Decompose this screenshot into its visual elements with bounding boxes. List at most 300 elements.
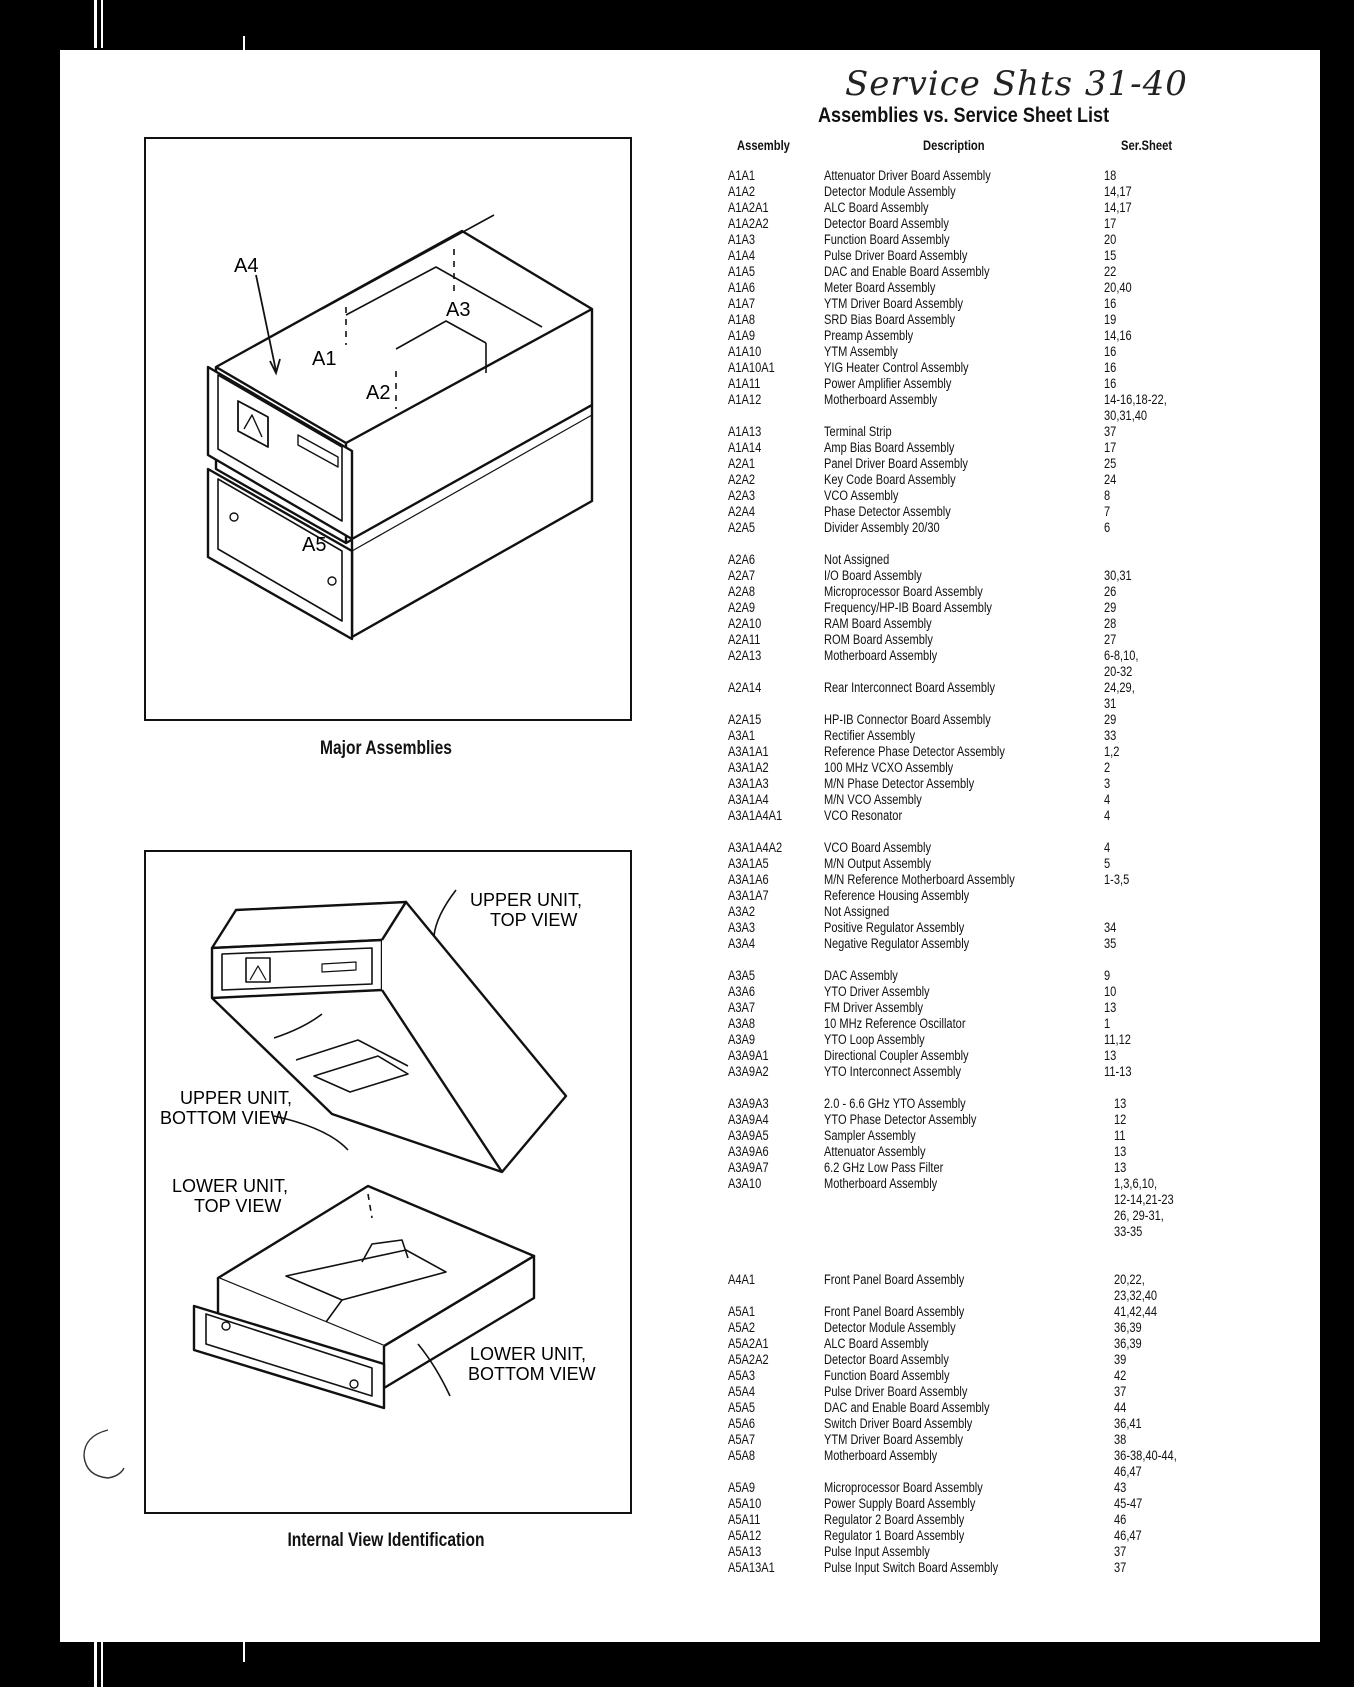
- assembly-cell: A5A12: [728, 1528, 762, 1543]
- table-row: [728, 680, 1228, 696]
- assembly-cell: A3A1A3: [728, 776, 769, 791]
- description-cell: Switch Driver Board Assembly: [824, 1416, 973, 1431]
- assembly-cell: A2A8: [728, 584, 756, 599]
- table-row: [728, 1112, 1228, 1128]
- table-row: [728, 1400, 1228, 1416]
- sheet-cell: 33-35: [1114, 1224, 1143, 1239]
- assembly-cell: A2A14: [728, 680, 762, 695]
- description-cell: YTO Loop Assembly: [824, 1032, 925, 1047]
- table-row: [728, 664, 1228, 680]
- assembly-cell: A4A1: [728, 1272, 756, 1287]
- assembly-cell: A1A10A1: [728, 360, 775, 375]
- sheet-cell: 30,31: [1104, 568, 1132, 583]
- assembly-cell: A1A2A2: [728, 216, 769, 231]
- sheet-cell: 3: [1104, 776, 1111, 791]
- description-cell: Negative Regulator Assembly: [824, 936, 970, 951]
- assembly-cell: A3A1A4: [728, 792, 769, 807]
- sheet-cell: 29: [1104, 600, 1117, 615]
- description-cell: VCO Board Assembly: [824, 840, 932, 855]
- table-row: [728, 1320, 1228, 1336]
- assembly-cell: A1A5: [728, 264, 756, 279]
- sheet-cell: 26: [1104, 584, 1117, 599]
- assembly-cell: A5A6: [728, 1416, 756, 1431]
- table-row: [728, 888, 1228, 904]
- description-cell: ALC Board Assembly: [824, 1336, 929, 1351]
- sheet-cell: 20: [1104, 232, 1117, 247]
- table-row: [728, 232, 1228, 248]
- description-cell: YTM Driver Board Assembly: [824, 296, 964, 311]
- description-cell: Motherboard Assembly: [824, 1176, 938, 1191]
- scan-artifact: [94, 0, 97, 48]
- sheet-cell: 46,47: [1114, 1528, 1142, 1543]
- table-row: [728, 744, 1228, 760]
- table-row: [728, 1272, 1228, 1288]
- assembly-cell: A2A2: [728, 472, 756, 487]
- description-cell: Not Assigned: [824, 552, 890, 567]
- sheet-cell: 6-8,10,: [1104, 648, 1139, 663]
- table-row: [728, 408, 1228, 424]
- sheet-cell: 11: [1114, 1128, 1126, 1143]
- description-cell: Front Panel Board Assembly: [824, 1304, 965, 1319]
- table-gap: [728, 1240, 1228, 1256]
- table-row: [728, 1512, 1228, 1528]
- assembly-cell: A5A2A1: [728, 1336, 769, 1351]
- description-cell: VCO Assembly: [824, 488, 899, 503]
- sheet-cell: 11,12: [1104, 1032, 1131, 1047]
- sheet-cell: 17: [1104, 216, 1117, 231]
- assembly-cell: A3A1: [728, 728, 756, 743]
- sheet-cell: 5: [1104, 856, 1111, 871]
- assembly-cell: A3A9A6: [728, 1144, 769, 1159]
- sheet-cell: 4: [1104, 840, 1111, 855]
- handwritten-note: Service Shts 31-40: [845, 64, 1188, 104]
- table-row: [728, 1432, 1228, 1448]
- assembly-cell: A5A2A2: [728, 1352, 769, 1367]
- sheet-cell: 25: [1104, 456, 1117, 471]
- table-row: [728, 520, 1228, 536]
- assembly-cell: A5A5: [728, 1400, 756, 1415]
- assembly-cell: A3A1A6: [728, 872, 769, 887]
- assembly-cell: A1A4: [728, 248, 756, 263]
- description-cell: Panel Driver Board Assembly: [824, 456, 968, 471]
- sheet-cell: 38: [1114, 1432, 1127, 1447]
- table-row: [728, 1192, 1228, 1208]
- assembly-cell: A1A2: [728, 184, 756, 199]
- sheet-cell: 1,3,6,10,: [1114, 1176, 1158, 1191]
- table-row: [728, 1176, 1228, 1192]
- description-cell: DAC Assembly: [824, 968, 898, 983]
- description-cell: M/N Reference Motherboard Assembly: [824, 872, 1015, 887]
- description-cell: Function Board Assembly: [824, 232, 950, 247]
- sheet-cell: 13: [1114, 1096, 1127, 1111]
- table-row: [728, 1016, 1228, 1032]
- sheet-cell: 16: [1104, 296, 1117, 311]
- sheet-cell: 14,17: [1104, 200, 1132, 215]
- description-cell: 6.2 GHz Low Pass Filter: [824, 1160, 944, 1175]
- sheet-cell: 36-38,40-44,: [1114, 1448, 1177, 1463]
- table-row: [728, 216, 1228, 232]
- table-gap: [728, 536, 1228, 552]
- description-cell: Detector Module Assembly: [824, 1320, 956, 1335]
- internal-view-caption: Internal View Identification: [287, 1530, 485, 1551]
- sheet-cell: 46,47: [1114, 1464, 1142, 1479]
- description-cell: DAC and Enable Board Assembly: [824, 264, 990, 279]
- table-row: [728, 488, 1228, 504]
- label-a3: A3: [446, 299, 471, 321]
- assembly-cell: A2A5: [728, 520, 756, 535]
- description-cell: DAC and Enable Board Assembly: [824, 1400, 990, 1415]
- label-a5: A5: [302, 534, 327, 556]
- sheet-cell: 14,16: [1104, 328, 1132, 343]
- sheet-cell: 13: [1114, 1160, 1127, 1175]
- scan-artifact: [243, 36, 245, 50]
- label-a4: A4: [234, 255, 259, 277]
- table-row: [728, 1464, 1228, 1480]
- description-cell: ROM Board Assembly: [824, 632, 933, 647]
- table-row: [728, 312, 1228, 328]
- description-cell: RAM Board Assembly: [824, 616, 932, 631]
- column-header-assembly: Assembly: [737, 137, 790, 153]
- hole-punch-mark: [78, 1426, 130, 1482]
- major-assemblies-drawing: [146, 139, 630, 719]
- assembly-cell: A3A9: [728, 1032, 756, 1047]
- sheet-cell: 22: [1104, 264, 1117, 279]
- table-row: [728, 1128, 1228, 1144]
- label-a1: A1: [312, 348, 337, 370]
- sheet-cell: 16: [1104, 376, 1117, 391]
- sheet-cell: 13: [1104, 1000, 1117, 1015]
- table-row: [728, 600, 1228, 616]
- assembly-cell: A3A9A5: [728, 1128, 769, 1143]
- assembly-cell: A1A10: [728, 344, 762, 359]
- sheet-cell: 29: [1104, 712, 1117, 727]
- table-row: [728, 1384, 1228, 1400]
- description-cell: Power Amplifier Assembly: [824, 376, 952, 391]
- sheet-cell: 2: [1104, 760, 1111, 775]
- assembly-cell: A5A9: [728, 1480, 756, 1495]
- sheet-cell: 10: [1104, 984, 1117, 999]
- assembly-cell: A3A9A4: [728, 1112, 769, 1127]
- description-cell: Regulator 2 Board Assembly: [824, 1512, 965, 1527]
- sheet-cell: 20,40: [1104, 280, 1132, 295]
- table-row: [728, 712, 1228, 728]
- description-cell: Frequency/HP-IB Board Assembly: [824, 600, 992, 615]
- table-row: [728, 248, 1228, 264]
- major-assemblies-caption: Major Assemblies: [320, 738, 452, 759]
- sheet-cell: 44: [1114, 1400, 1127, 1415]
- assembly-cell: A5A13A1: [728, 1560, 775, 1575]
- table-row: [728, 1000, 1228, 1016]
- table-row: [728, 760, 1228, 776]
- table-row: [728, 376, 1228, 392]
- assembly-cell: A2A4: [728, 504, 756, 519]
- description-cell: Preamp Assembly: [824, 328, 914, 343]
- assembly-cell: A1A13: [728, 424, 762, 439]
- table-row: [728, 264, 1228, 280]
- table-row: [728, 696, 1228, 712]
- table-gap: [728, 952, 1228, 968]
- description-cell: Directional Coupler Assembly: [824, 1048, 969, 1063]
- sheet-cell: 16: [1104, 360, 1117, 375]
- assembly-cell: A5A13: [728, 1544, 762, 1559]
- label-upper-top-2: TOP VIEW: [490, 910, 578, 930]
- assembly-cell: A1A2A1: [728, 200, 769, 215]
- description-cell: Meter Board Assembly: [824, 280, 936, 295]
- sheet-cell: 36,39: [1114, 1320, 1142, 1335]
- sheet-cell: 7: [1104, 504, 1111, 519]
- assembly-cell: A5A1: [728, 1304, 756, 1319]
- description-cell: Detector Board Assembly: [824, 1352, 949, 1367]
- description-cell: Motherboard Assembly: [824, 1448, 938, 1463]
- description-cell: Divider Assembly 20/30: [824, 520, 940, 535]
- sheet-cell: 26, 29-31,: [1114, 1208, 1164, 1223]
- sheet-cell: 33: [1104, 728, 1117, 743]
- description-cell: Motherboard Assembly: [824, 648, 938, 663]
- sheet-cell: 46: [1114, 1512, 1127, 1527]
- table-row: [728, 1480, 1228, 1496]
- description-cell: 10 MHz Reference Oscillator: [824, 1016, 966, 1031]
- sheet-cell: 15: [1104, 248, 1117, 263]
- table-row: [728, 968, 1228, 984]
- assembly-cell: A3A1A5: [728, 856, 769, 871]
- table-row: [728, 856, 1228, 872]
- sheet-cell: 28: [1104, 616, 1117, 631]
- sheet-cell: 1: [1104, 1016, 1111, 1031]
- table-row: [728, 632, 1228, 648]
- label-lower-bottom-1: LOWER UNIT,: [470, 1344, 587, 1364]
- description-cell: Reference Phase Detector Assembly: [824, 744, 1005, 759]
- description-cell: Function Board Assembly: [824, 1368, 950, 1383]
- table-row: [728, 1208, 1228, 1224]
- description-cell: ALC Board Assembly: [824, 200, 929, 215]
- assembly-cell: A3A2: [728, 904, 756, 919]
- description-cell: Pulse Input Assembly: [824, 1544, 930, 1559]
- description-cell: Detector Module Assembly: [824, 184, 956, 199]
- sheet-cell: 42: [1114, 1368, 1127, 1383]
- table-row: [728, 1448, 1228, 1464]
- description-cell: FM Driver Assembly: [824, 1000, 924, 1015]
- sheet-cell: 12: [1114, 1112, 1127, 1127]
- table-row: [728, 616, 1228, 632]
- table-row: [728, 1032, 1228, 1048]
- table-row: [728, 1528, 1228, 1544]
- sheet-cell: 37: [1114, 1544, 1127, 1559]
- table-row: [728, 1352, 1228, 1368]
- assembly-cell: A3A1A1: [728, 744, 769, 759]
- assembly-cell: A2A6: [728, 552, 756, 567]
- sheet-cell: 37: [1104, 424, 1117, 439]
- assembly-cell: A1A6: [728, 280, 756, 295]
- description-cell: Pulse Driver Board Assembly: [824, 248, 968, 263]
- description-cell: VCO Resonator: [824, 808, 903, 823]
- table-gap: [728, 1256, 1228, 1272]
- table-row: [728, 360, 1228, 376]
- assembly-cell: A1A12: [728, 392, 762, 407]
- table-gap: [728, 824, 1228, 840]
- table-row: [728, 984, 1228, 1000]
- description-cell: Phase Detector Assembly: [824, 504, 951, 519]
- assembly-cell: A5A10: [728, 1496, 762, 1511]
- assembly-cell: A2A1: [728, 456, 756, 471]
- assembly-cell: A3A8: [728, 1016, 756, 1031]
- table-row: [728, 840, 1228, 856]
- description-cell: Rectifier Assembly: [824, 728, 916, 743]
- sheet-cell: 34: [1104, 920, 1117, 935]
- sheet-cell: 37: [1114, 1560, 1127, 1575]
- table-row: [728, 424, 1228, 440]
- description-cell: HP-IB Connector Board Assembly: [824, 712, 991, 727]
- assembly-cell: A2A11: [728, 632, 761, 647]
- sheet-cell: 14,17: [1104, 184, 1132, 199]
- description-cell: Regulator 1 Board Assembly: [824, 1528, 965, 1543]
- table-row: [728, 904, 1228, 920]
- sheet-cell: 45-47: [1114, 1496, 1143, 1511]
- scan-artifact: [243, 1642, 245, 1662]
- sheet-cell: 4: [1104, 808, 1111, 823]
- page-title: Assemblies vs. Service Sheet List: [818, 104, 1110, 127]
- table-row: [728, 280, 1228, 296]
- table-row: [728, 1288, 1228, 1304]
- description-cell: YTM Assembly: [824, 344, 898, 359]
- assembly-cell: A3A1A4A1: [728, 808, 783, 823]
- description-cell: Motherboard Assembly: [824, 392, 938, 407]
- table-row: [728, 1560, 1228, 1576]
- table-row: [728, 1416, 1228, 1432]
- internal-view-figure: [144, 850, 632, 1514]
- sheet-cell: 23,32,40: [1114, 1288, 1158, 1303]
- description-cell: Terminal Strip: [824, 424, 892, 439]
- table-row: [728, 1304, 1228, 1320]
- sheet-cell: 20,22,: [1114, 1272, 1145, 1287]
- table-row: [728, 440, 1228, 456]
- description-cell: Microprocessor Board Assembly: [824, 1480, 983, 1495]
- sheet-cell: 27: [1104, 632, 1117, 647]
- table-row: [728, 344, 1228, 360]
- description-cell: Pulse Driver Board Assembly: [824, 1384, 968, 1399]
- sheet-cell: 24: [1104, 472, 1117, 487]
- description-cell: Amp Bias Board Assembly: [824, 440, 955, 455]
- assembly-cell: A3A9A2: [728, 1064, 769, 1079]
- sheet-cell: 43: [1114, 1480, 1127, 1495]
- assembly-cell: A1A14: [728, 440, 762, 455]
- description-cell: Not Assigned: [824, 904, 890, 919]
- assembly-cell: A5A8: [728, 1448, 756, 1463]
- assembly-cell: A1A8: [728, 312, 756, 327]
- assembly-cell: A3A9A7: [728, 1160, 769, 1175]
- assembly-cell: A2A3: [728, 488, 756, 503]
- table-row: [728, 552, 1228, 568]
- assembly-cell: A5A3: [728, 1368, 756, 1383]
- assembly-cell: A1A1: [728, 168, 756, 183]
- description-cell: Pulse Input Switch Board Assembly: [824, 1560, 999, 1575]
- assembly-cell: A5A2: [728, 1320, 756, 1335]
- sheet-cell: 14-16,18-22,: [1104, 392, 1167, 407]
- column-header-sheet: Ser.Sheet: [1121, 137, 1173, 153]
- sheet-cell: 35: [1104, 936, 1117, 951]
- description-cell: Rear Interconnect Board Assembly: [824, 680, 996, 695]
- table-row: [728, 1064, 1228, 1080]
- sheet-cell: 41,42,44: [1114, 1304, 1158, 1319]
- assembly-cell: A3A7: [728, 1000, 756, 1015]
- table-row: [728, 1048, 1228, 1064]
- label-a2: A2: [366, 382, 391, 404]
- description-cell: Detector Board Assembly: [824, 216, 949, 231]
- table-row: [728, 168, 1228, 184]
- description-cell: YTM Driver Board Assembly: [824, 1432, 964, 1447]
- assembly-cell: A3A9A1: [728, 1048, 769, 1063]
- description-cell: I/O Board Assembly: [824, 568, 922, 583]
- sheet-cell: 36,41: [1114, 1416, 1142, 1431]
- sheet-cell: 13: [1104, 1048, 1117, 1063]
- table-gap: [728, 1080, 1228, 1096]
- assembly-cell: A5A4: [728, 1384, 756, 1399]
- sheet-cell: 17: [1104, 440, 1117, 455]
- table-row: [728, 568, 1228, 584]
- description-cell: 2.0 - 6.6 GHz YTO Assembly: [824, 1096, 966, 1111]
- sheet-cell: 39: [1114, 1352, 1127, 1367]
- description-cell: Attenuator Driver Board Assembly: [824, 168, 991, 183]
- sheet-cell: 12-14,21-23: [1114, 1192, 1174, 1207]
- table-row: [728, 200, 1228, 216]
- table-row: [728, 936, 1228, 952]
- sheet-cell: 4: [1104, 792, 1111, 807]
- internal-view-drawing: [146, 852, 630, 1512]
- label-lower-top-2: TOP VIEW: [194, 1196, 282, 1216]
- assembly-cell: A3A1A2: [728, 760, 769, 775]
- table-row: [728, 920, 1228, 936]
- sheet-cell: 31: [1104, 696, 1117, 711]
- label-upper-bottom-2: BOTTOM VIEW: [160, 1108, 288, 1128]
- assembly-cell: A3A6: [728, 984, 756, 999]
- table-row: [728, 808, 1228, 824]
- table-row: [728, 472, 1228, 488]
- table-row: [728, 1368, 1228, 1384]
- assembly-cell: A1A9: [728, 328, 756, 343]
- sheet-cell: 20-32: [1104, 664, 1133, 679]
- assembly-cell: A3A1A4A2: [728, 840, 783, 855]
- description-cell: Sampler Assembly: [824, 1128, 916, 1143]
- table-row: [728, 392, 1228, 408]
- assembly-cell: A2A10: [728, 616, 762, 631]
- sheet-cell: 6: [1104, 520, 1111, 535]
- description-cell: Positive Regulator Assembly: [824, 920, 965, 935]
- sheet-cell: 11-13: [1104, 1064, 1132, 1079]
- column-header-description: Description: [923, 137, 985, 153]
- sheet-cell: 1,2: [1104, 744, 1120, 759]
- sheet-cell: 37: [1114, 1384, 1127, 1399]
- table-row: [728, 728, 1228, 744]
- table-row: [728, 328, 1228, 344]
- scan-artifact: [101, 1642, 103, 1687]
- description-cell: YTO Driver Assembly: [824, 984, 930, 999]
- assembly-cell: A2A13: [728, 648, 762, 663]
- description-cell: YTO Interconnect Assembly: [824, 1064, 962, 1079]
- assembly-cell: A5A7: [728, 1432, 756, 1447]
- sheet-cell: 1-3,5: [1104, 872, 1130, 887]
- assembly-cell: A1A3: [728, 232, 756, 247]
- description-cell: M/N Output Assembly: [824, 856, 932, 871]
- table-row: [728, 456, 1228, 472]
- sheet-cell: 18: [1104, 168, 1117, 183]
- assembly-cell: A1A11: [728, 376, 761, 391]
- table-row: [728, 1160, 1228, 1176]
- description-cell: M/N Phase Detector Assembly: [824, 776, 975, 791]
- description-cell: M/N VCO Assembly: [824, 792, 922, 807]
- assembly-cell: A3A9A3: [728, 1096, 769, 1111]
- table-row: [728, 1544, 1228, 1560]
- assembly-cell: A2A9: [728, 600, 756, 615]
- assembly-cell: A3A10: [728, 1176, 762, 1191]
